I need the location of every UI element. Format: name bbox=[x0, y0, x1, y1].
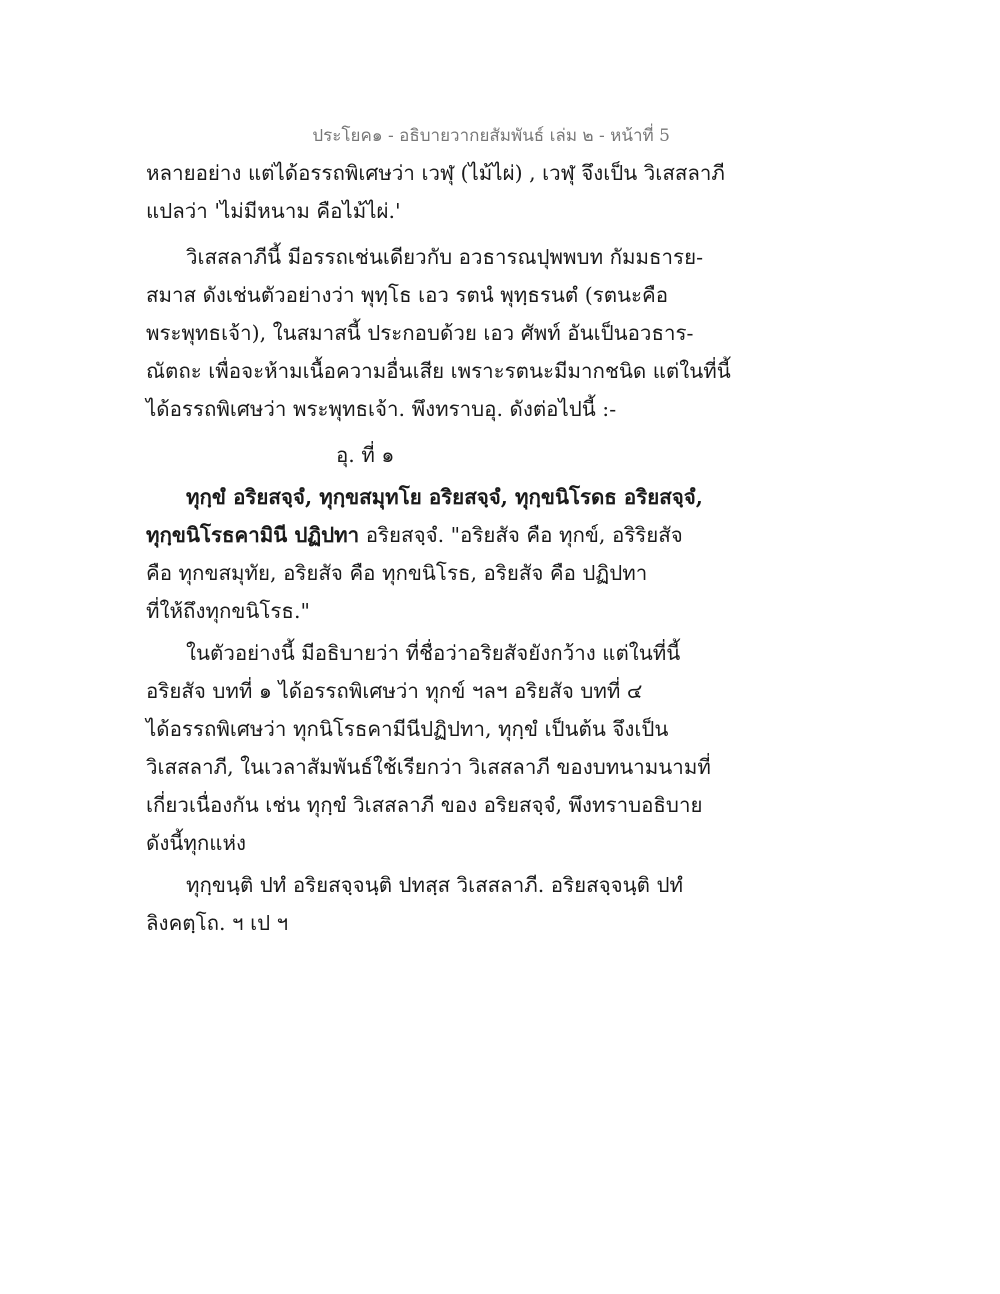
text-line: อริยสัจ บทที่ ๑ ได้อรรถพิเศษว่า ทุกข์ ฯลฯ อริยสัจ บทที่ ๔ bbox=[146, 679, 643, 703]
example-heading: อุ. ที่ ๑ bbox=[336, 443, 395, 467]
text-line: หลายอย่าง แต่ได้อรรถพิเศษว่า เวฬุ (ไม้ไผ่) , เวฬุ จึงเป็น วิเสสลาภี bbox=[146, 161, 725, 185]
text-line: พระพุทธเจ้า), ในสมาสนี้ ประกอบด้วย เอว ศัพท์ อันเป็นอวธาร- bbox=[146, 321, 694, 345]
text-line: วิเสสลาภีนี้ มีอรรถเช่นเดียวกับ อวธารณปุพพบท กัมมธารย- bbox=[186, 245, 704, 269]
text-line: ที่ให้ถึงทุกขนิโรธ." bbox=[146, 599, 310, 623]
text-line: ในตัวอย่างนี้ มีอธิบายว่า ที่ชื่อว่าอริยสัจยังกว้าง แต่ในที่นี้ bbox=[186, 641, 681, 665]
text-line: ได้อรรถพิเศษว่า ทุกนิโรธคามีนีปฏิปทา, ทุกฺขํ เป็นต้น จึงเป็น bbox=[146, 717, 669, 741]
bold-pali-text: ทุกฺขํ อริยสจฺจํ, ทุกฺขสมุทโย อริยสจฺจํ, ทุกฺขนิโรดธ อริยสจฺจํ, bbox=[186, 485, 703, 509]
running-header: ประโยค๑ - อธิบายวากยสัมพันธ์ เล่ม ๒ - หน้าที่ 5 bbox=[312, 126, 670, 146]
text-line: สมาส ดังเช่นตัวอย่างว่า พุทฺโธ เอว รตนํ พุทฺธรนตํ (รตนะคือ bbox=[146, 283, 669, 307]
text-line: ลิงคตฺโถ. ฯ เป ฯ bbox=[146, 911, 289, 935]
text-line: คือ ทุกขสมุทัย, อริยสัจ คือ ทุกขนิโรธ, อริยสัจ คือ ปฏิปทา bbox=[146, 561, 648, 585]
text-line: ดังนี้ทุกแห่ง bbox=[146, 831, 246, 855]
text-line: ณัตถะ เพื่อจะห้ามเนื้อความอื่นเสีย เพราะรตนะมีมากชนิด แต่ในที่นี้ bbox=[146, 359, 731, 383]
text-line: เกี่ยวเนื่องกัน เช่น ทุกฺขํ วิเสสลาภี ของ อริยสจฺจํ, พึงทราบอธิบาย bbox=[146, 793, 703, 817]
text-line: วิเสสลาภี, ในเวลาสัมพันธ์ใช้เรียกว่า วิเสสลาภี ของบทนามนามที่ bbox=[146, 755, 711, 779]
text-span: อริยสจฺจํ. "อริยสัจ คือ ทุกข์, อริริยสัจ bbox=[359, 523, 683, 547]
text-line: ได้อรรถพิเศษว่า พระพุทธเจ้า. พึงทราบอุ. ดังต่อไปนี้ :- bbox=[146, 397, 617, 421]
text-line bbox=[146, 520, 683, 550]
bold-pali-text: ทุกฺขนิโรธคามินี ปฏิปทา bbox=[146, 523, 360, 547]
text-line: แปลว่า 'ไม่มีหนาม คือไม้ไผ่.' bbox=[146, 199, 401, 223]
text-line-bold bbox=[186, 482, 703, 512]
text-line: ทุกฺขนฺติ ปทํ อริยสจฺจนฺติ ปทสฺส วิเสสลาภี. อริยสจฺจนฺติ ปทํ bbox=[186, 873, 684, 897]
